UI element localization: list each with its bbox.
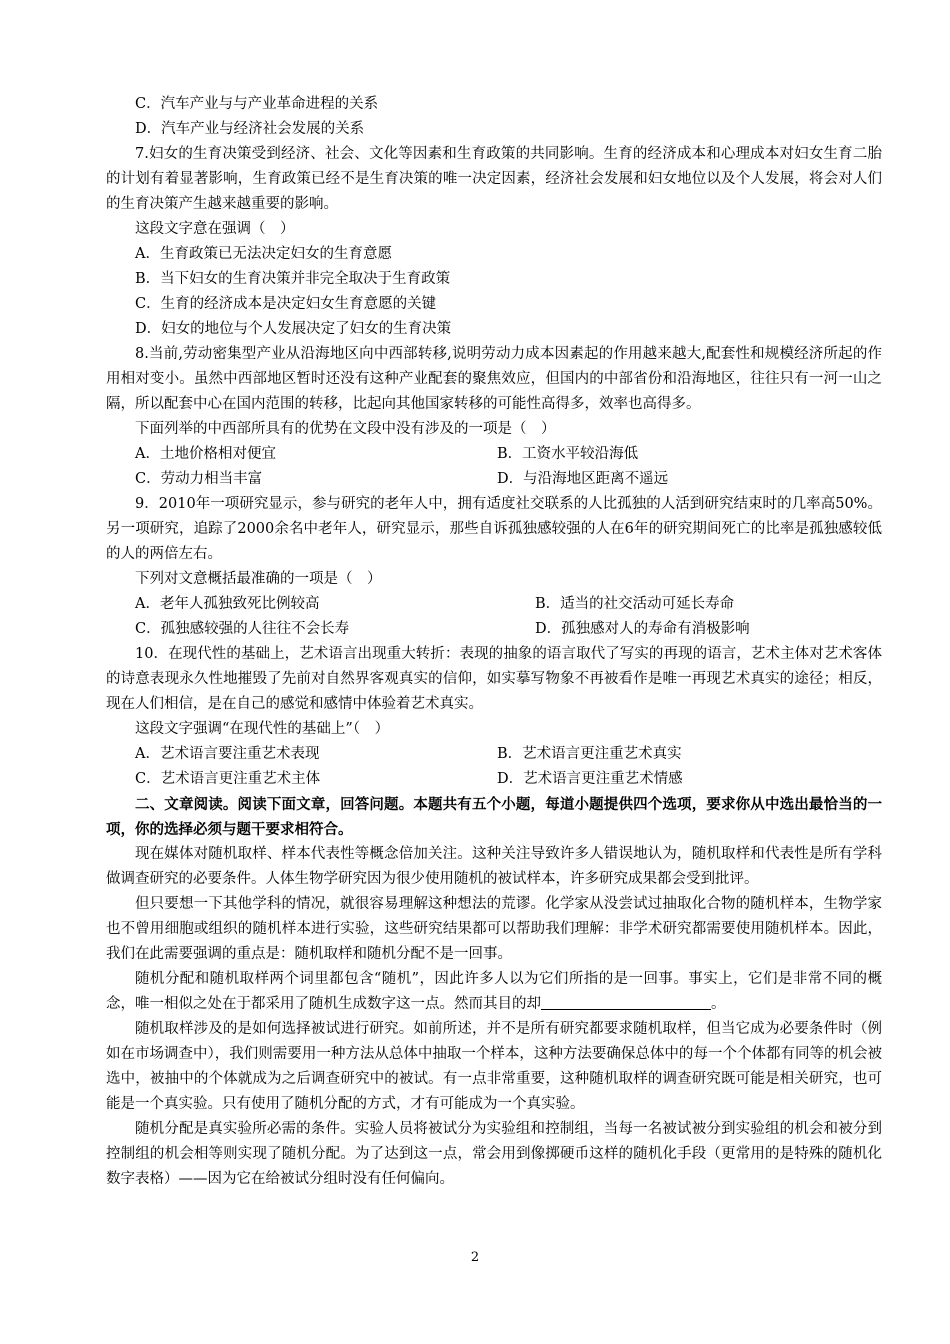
section2-heading: 二、文章阅读。阅读下面文章，回答问题。本题共有五个小题，每道小题提供四个选项，要求你从中选出最恰当的一项，你的选择必须与题干要求相符合。 [106, 796, 882, 838]
q9-option-d: D．孤独感对人的寿命有消极影响 [535, 621, 750, 637]
q9-option-a: A．老年人孤独致死比例较高 [135, 596, 320, 612]
q10-option-b: B．艺术语言更注重艺术真实 [497, 746, 682, 762]
exam-page [106, 92, 882, 1192]
q10-option-c: C．艺术语言更注重艺术主体 [135, 771, 321, 787]
q10-options-row-2 [106, 767, 882, 792]
q10-text: 10．在现代性的基础上，艺术语言出现重大转折：表现的抽象的语言取代了写实的再现的语言，艺术主体对艺术客体的诗意表现永久性地摧毁了先前对自然界客观真实的信仰，如实摹写物象不再被看作是唯一再现艺术真实的途径；相反，现在人们相信，是在自己的感觉和感情中体验着艺术真实。 [106, 646, 882, 712]
q8-options-row-2 [106, 467, 882, 492]
q8-option-a: A．土地价格相对便宜 [135, 446, 276, 462]
q8-options-row-1 [106, 442, 882, 467]
q10-options-row-1 [106, 742, 882, 767]
q6-option-d: D．汽车产业与经济社会发展的关系 [135, 121, 365, 137]
q9-options-row-1 [106, 592, 882, 617]
q10-question: 这段文字强调“在现代性的基础上”（ ） [135, 721, 390, 737]
passage-paragraph-4: 随机取样涉及的是如何选择被试进行研究。如前所述，并不是所有研究都要求随机取样，但当它成为必要条件时（例如在市场调查中），我们则需要用一种方法从总体中抽取一个样本，这种方法要确保总体中的每一个个体都有同等的机会被选中，被抽中的个体就成为之后调查研究中的被试。有一点非常重要，这种随机取样的调查研究既可能是相关研究，也可能是一个真实验。只有使用了随机分配的方式，才有可能成为一个真实验。 [106, 1021, 882, 1112]
q8-option-d: D．与沿海地区距离不遥远 [497, 471, 669, 487]
q7-option-b: B．当下妇女的生育决策并非完全取决于生育政策 [135, 271, 451, 287]
passage-paragraph-2: 但只要想一下其他学科的情况，就很容易理解这种想法的荒谬。化学家从没尝试过抽取化合物的随机样本，生物学家也不曾用细胞或组织的随机样本进行实验，这些研究结果都可以帮助我们理解：非学术研究都需要使用随机样本。因此，我们在此需要强调的重点是：随机取样和随机分配不是一回事。 [106, 896, 882, 962]
page-number: 2 [470, 1250, 480, 1265]
fill-in-blank [541, 993, 711, 1010]
q7-option-a: A．生育政策已无法决定妇女的生育意愿 [135, 246, 392, 262]
q10-option-a: A．艺术语言要注重艺术表现 [135, 746, 320, 762]
q8-question: 下面列举的中西部所具有的优势在文段中没有涉及的一项是（ ） [135, 421, 556, 437]
q7-question: 这段文字意在强调（ ） [135, 221, 295, 237]
passage-paragraph-5: 随机分配是真实验所必需的条件。实验人员将被试分为实验组和控制组，当每一名被试被分到实验组的机会和被分到控制组的机会相等则实现了随机分配。为了达到这一点，常会用到像掷硬币这样的随机化手段（更常用的是特殊的随机化数字表格）——因为它在给被试分组时没有任何偏向。 [106, 1121, 882, 1187]
passage-paragraph-3 [106, 967, 882, 1017]
passage-paragraph-1: 现在媒体对随机取样、样本代表性等概念倍加关注。这种关注导致许多人错误地认为，随机取样和代表性是所有学科做调查研究的必要条件。人体生物学研究因为很少使用随机的被试样本，许多研究成果都会受到批评。 [106, 846, 882, 887]
q9-text: 9．2010年一项研究显示，参与研究的老年人中，拥有适度社交联系的人比孤独的人活到研究结束时的几率高50%。另一项研究，追踪了2000余名中老年人，研究显示，那些自诉孤独感较强的人在6年的研究期间死亡的比率是孤独感较低的人的两倍左右。 [106, 496, 882, 562]
q7-option-c: C．生育的经济成本是决定妇女生育意愿的关键 [135, 296, 437, 312]
q9-option-b: B．适当的社交活动可延长寿命 [535, 596, 735, 612]
q9-question: 下列对文意概括最准确的一项是（ ） [135, 571, 382, 587]
q8-text: 8.当前,劳动密集型产业从沿海地区向中西部转移,说明劳动力成本因素起的作用越来越大,配套性和规模经济所起的作用相对变小。虽然中西部地区暂时还没有这种产业配套的聚焦效应，但国内的中部省份和沿海地区，往往只有一河一山之隔，所以配套中心在国内范围的转移，比起向其他国家转移的可能性高得多，效率也高得多。 [106, 346, 882, 412]
q7-option-d: D．妇女的地位与个人发展决定了妇女的生育决策 [135, 321, 452, 337]
q6-option-c: C．汽车产业与与产业革命进程的关系 [135, 96, 379, 112]
q8-option-b: B．工资水平较沿海低 [497, 446, 639, 462]
q10-option-d: D．艺术语言更注重艺术情感 [497, 771, 683, 787]
q7-text: 7.妇女的生育决策受到经济、社会、文化等因素和生育政策的共同影响。生育的经济成本和心理成本对妇女生育二胎的计划有着显著影响，生育政策已经不是生育决策的唯一决定因素，经济社会发展和妇女地位以及个人发展，将会对人们的生育决策产生越来越重要的影响。 [106, 146, 882, 212]
passage-paragraph-3-end: 。 [711, 996, 726, 1012]
passage-paragraph-3-text: 随机分配和随机取样两个词里都包含“随机”，因此许多人以为它们所指的是一回事。事实上，它们是非常不同的概念，唯一相似之处在于都采用了随机生成数字这一点。然而其目的却 [106, 971, 882, 1012]
q8-option-c: C．劳动力相当丰富 [135, 471, 263, 487]
q9-options-row-2 [106, 617, 882, 642]
q9-option-c: C．孤独感较强的人往往不会长寿 [135, 621, 350, 637]
